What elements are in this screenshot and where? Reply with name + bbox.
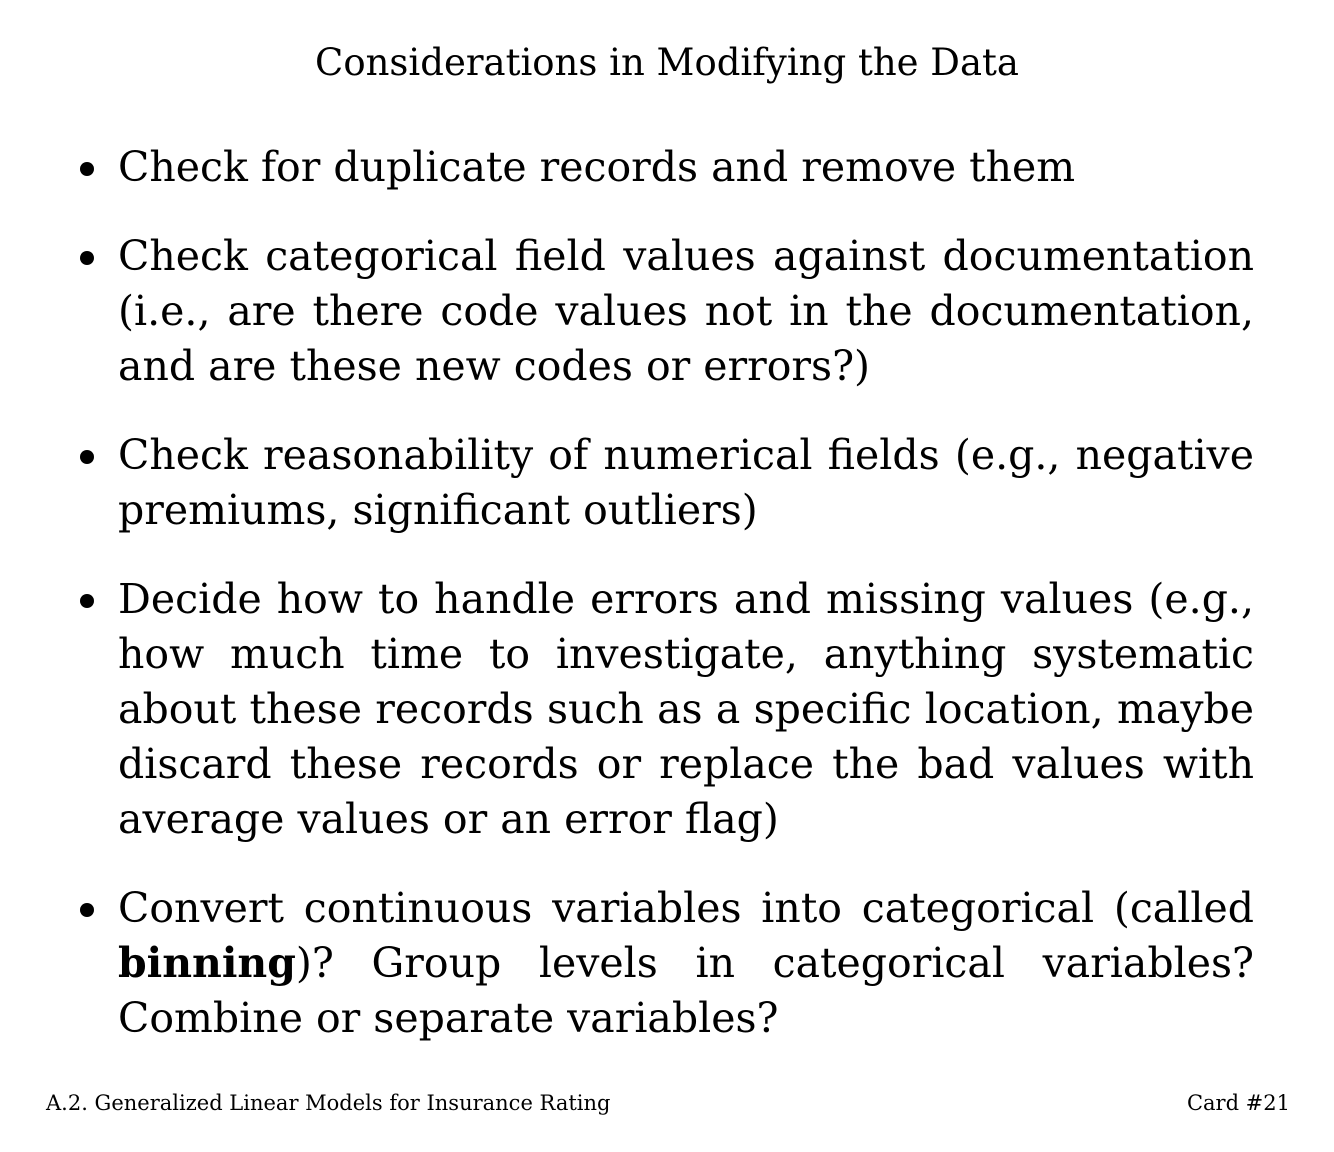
- footer-card-number: Card #21: [1186, 1091, 1290, 1115]
- card-title: Considerations in Modifying the Data: [315, 41, 1019, 84]
- bullet-item-missing-values: [72, 572, 1254, 847]
- bullet-dot-icon: [80, 594, 94, 608]
- bullet-text: Check for duplicate records and remove them: [118, 143, 1076, 191]
- bullet-dot-icon: [80, 162, 94, 176]
- bullet-item-numerical: [72, 428, 1254, 538]
- bullet-dot-icon: [80, 450, 94, 464]
- bullet-item-categorical: [72, 229, 1254, 394]
- bullet-item-binning: [72, 881, 1254, 1046]
- bullet-text-prefix: Convert continuous variables into categorical (called: [118, 884, 1254, 932]
- bullet-dot-icon: [80, 903, 94, 917]
- bullet-list: [72, 140, 1254, 1080]
- bullet-text-suffix: )? Group levels in categorical variables? Combine or separate variables?: [118, 939, 1254, 1042]
- bullet-dot-icon: [80, 251, 94, 265]
- bullet-item-duplicates: [72, 140, 1254, 195]
- bullet-text: Check categorical field values against documentation (i.e., are there code values not in the documentation, and are these new codes or errors?): [118, 232, 1254, 390]
- bullet-bold-term: binning: [118, 939, 296, 987]
- footer-source: A.2. Generalized Linear Models for Insurance Rating: [46, 1091, 611, 1115]
- bullet-text: Decide how to handle errors and missing values (e.g., how much time to investigate, anything systematic about these records such as a specific location, maybe discard these records or replace the bad values with average values or an error flag): [118, 575, 1254, 843]
- bullet-text: Check reasonability of numerical fields (e.g., negative premiums, significant outliers): [118, 431, 1254, 534]
